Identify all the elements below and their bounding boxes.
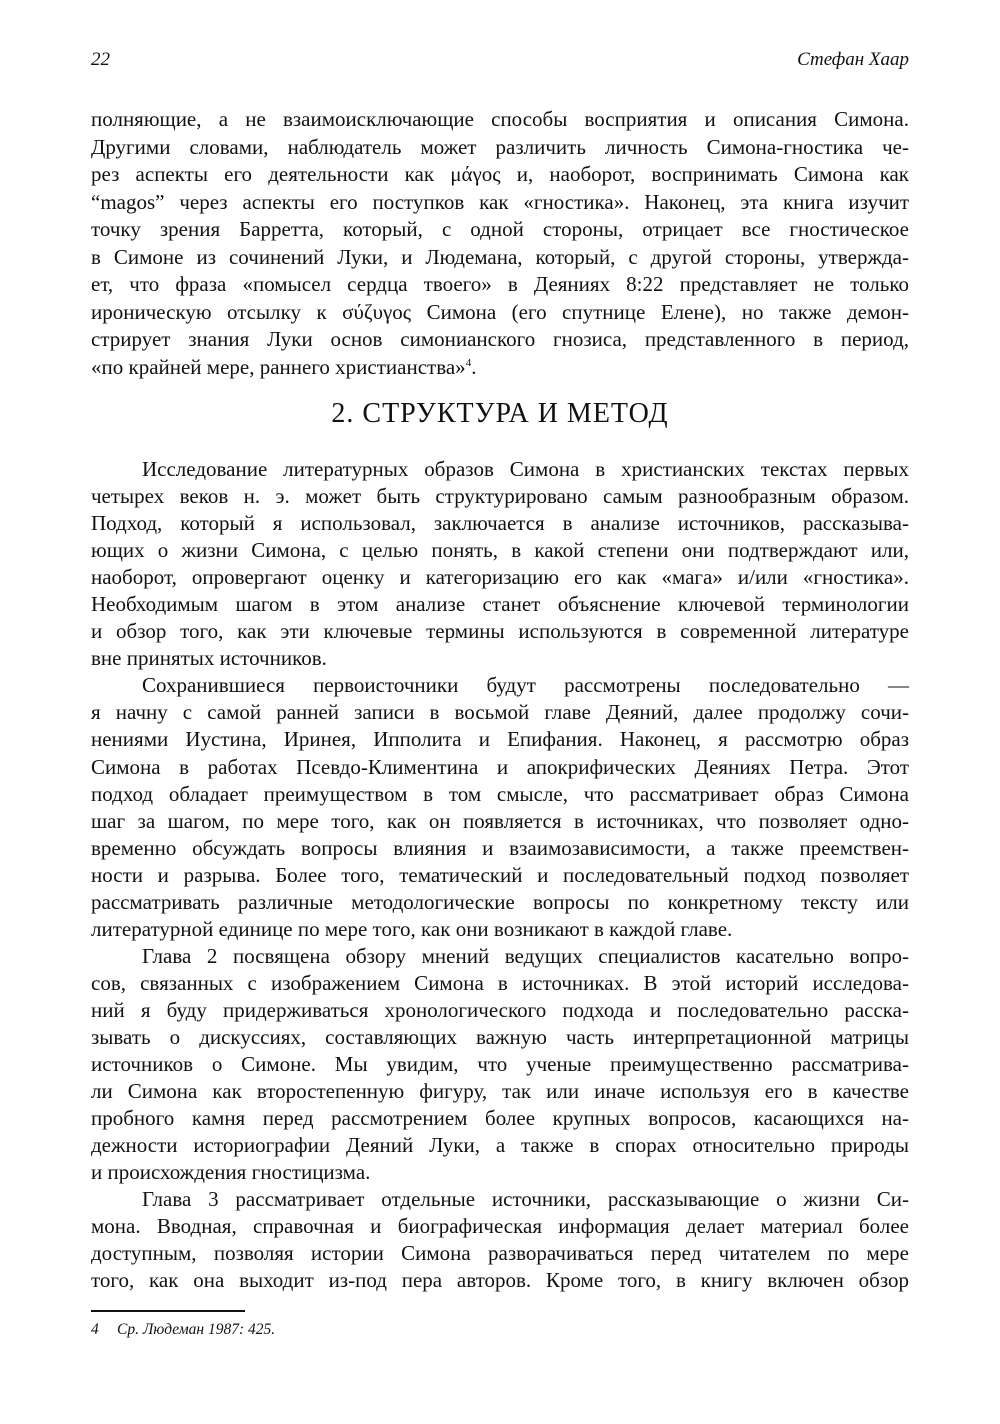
text-line bbox=[91, 1159, 909, 1186]
line-content bbox=[91, 917, 732, 941]
text-line bbox=[91, 618, 909, 645]
line-text: «по крайней мере, раннего христианства» bbox=[91, 354, 466, 379]
text-line bbox=[91, 1105, 909, 1132]
text-line bbox=[91, 916, 909, 943]
line-content bbox=[91, 998, 909, 1022]
line-content bbox=[91, 538, 909, 562]
line-text: зывать о дискуссиях, составляющих важную часть интерпретационной матрицы bbox=[91, 1024, 909, 1049]
text-line bbox=[91, 244, 909, 272]
line-content bbox=[91, 327, 909, 351]
punctuation: . bbox=[471, 354, 477, 379]
line-content bbox=[91, 863, 909, 887]
paragraph-intro bbox=[91, 106, 909, 381]
line-text: я начну с самой ранней записи в восьмой главе Деяний, далее продолжу сочи- bbox=[91, 700, 909, 725]
line-text: Исследование литературных образов Симона в христианских текстах первых bbox=[142, 457, 909, 481]
text-line bbox=[91, 997, 909, 1024]
text-line bbox=[91, 564, 909, 591]
text-line bbox=[91, 808, 909, 835]
line-content bbox=[91, 1214, 909, 1238]
line-text: и обзор того, как эти ключевые термины используются в современной литературе bbox=[91, 619, 909, 644]
page-number: 22 bbox=[91, 49, 110, 70]
text-line bbox=[91, 726, 909, 753]
line-content bbox=[142, 944, 909, 968]
line-text: того, как она выходит из-под пера авторов. Кроме того, в книгу включен обзор bbox=[91, 1268, 909, 1293]
line-content bbox=[91, 511, 909, 535]
line-content bbox=[91, 1106, 909, 1130]
line-content bbox=[91, 782, 909, 806]
line-text: точку зрения Барретта, который, с одной стороны, отрицает все гностическое bbox=[91, 217, 909, 241]
text-line bbox=[91, 216, 909, 244]
line-content bbox=[91, 484, 909, 508]
line-content bbox=[91, 755, 909, 779]
line-text: Подход, который я использовал, заключается в анализе источников, рассказыва- bbox=[91, 511, 909, 536]
text-line bbox=[91, 699, 909, 726]
line-content bbox=[91, 971, 909, 995]
running-header-author: Стефан Хаар bbox=[797, 49, 909, 70]
text-line bbox=[91, 862, 909, 889]
line-text: четырех веков н. э. может быть структурировано самым разнообразным образом. bbox=[91, 484, 909, 509]
line-content bbox=[91, 1052, 909, 1076]
line-text: литературной единице по мере того, как они возникают в каждой главе. bbox=[91, 916, 733, 941]
line-content bbox=[142, 673, 909, 697]
text-line bbox=[91, 510, 909, 537]
text-line bbox=[91, 354, 909, 382]
line-content bbox=[91, 245, 909, 269]
line-text: “magos” через аспекты его поступков как «гностика». Наконец, эта книга изучит bbox=[91, 189, 909, 214]
line-content bbox=[91, 700, 909, 724]
line-text: мона. Вводная, справочная и биографическая информация делает материал более bbox=[91, 1214, 909, 1239]
line-text: пробного камня перед рассмотрением более крупных вопросов, касающихся на- bbox=[91, 1106, 909, 1131]
text-line bbox=[91, 1051, 909, 1078]
line-content bbox=[91, 1160, 370, 1184]
line-text: вне принятых источников. bbox=[91, 646, 327, 671]
line-content bbox=[91, 836, 909, 860]
line-text: подход обладает преимуществом в том смысле, что рассматривает образ Симона bbox=[91, 781, 909, 806]
line-content bbox=[91, 1079, 909, 1103]
line-content bbox=[91, 217, 909, 241]
line-content bbox=[91, 355, 476, 379]
footnote bbox=[91, 1321, 275, 1339]
text-line bbox=[91, 537, 909, 564]
text-line bbox=[91, 835, 909, 862]
line-text: шаг за шагом, по мере того, как он появляется в источниках, что позволяет одно- bbox=[91, 808, 909, 833]
text-line bbox=[91, 134, 909, 162]
line-content bbox=[91, 1133, 909, 1157]
text-line bbox=[91, 271, 909, 299]
line-text: Глава 2 посвящена обзору мнений ведущих специалистов касательно вопро- bbox=[142, 943, 909, 968]
text-line bbox=[91, 189, 909, 217]
footnote-ref[interactable]: 4 bbox=[465, 356, 472, 369]
line-text: рассматривать различные методологические вопросы по конкретному тексту или bbox=[91, 889, 909, 914]
line-text: временно обсуждать вопросы влияния и взаимозависимости, а также преемствен- bbox=[91, 835, 909, 860]
line-content bbox=[142, 457, 909, 481]
text-line bbox=[91, 1267, 909, 1294]
text-line bbox=[91, 1213, 909, 1240]
text-line bbox=[91, 781, 909, 808]
line-content bbox=[91, 565, 909, 589]
line-text: нениями Иустина, Иринея, Ипполита и Епифания. Наконец, я рассмотрю образ bbox=[91, 727, 909, 752]
line-content bbox=[91, 646, 327, 670]
line-text: Другими словами, наблюдатель может различить личность Симона-гностика че- bbox=[91, 134, 909, 159]
line-text: дежности историографии Деяний Луки, а также в спорах относительно природы bbox=[91, 1133, 909, 1158]
text-line bbox=[91, 672, 909, 699]
section-heading: 2. СТРУКТУРА И МЕТОД bbox=[331, 398, 669, 429]
line-text: ли Симона как второстепенную фигуру, так или иначе используя его в качестве bbox=[91, 1079, 909, 1104]
footnote-text: Ср. Людеман 1987: 425. bbox=[117, 1321, 276, 1338]
line-content bbox=[91, 890, 909, 914]
line-content bbox=[91, 1241, 909, 1265]
text-line bbox=[91, 645, 909, 672]
line-content bbox=[91, 619, 909, 643]
line-text: Симона в работах Псевдо-Климентина и апокрифических Деяниях Петра. Этот bbox=[91, 754, 909, 779]
line-text: полняющие, а не взаимоисключающие способы восприятия и описания Симона. bbox=[91, 107, 909, 131]
line-text: Глава 3 рассматривает отдельные источники, рассказывающие о жизни Си- bbox=[142, 1187, 909, 1212]
line-content bbox=[91, 190, 909, 214]
line-content bbox=[91, 272, 909, 296]
line-text: Сохранившиеся первоисточники будут рассмотрены последовательно — bbox=[142, 673, 909, 698]
footnote-number: 4 bbox=[91, 1321, 99, 1338]
line-text: источников о Симоне. Мы увидим, что ученые преимущественно рассматрива- bbox=[91, 1052, 909, 1077]
line-text: ности и разрыва. Более того, тематический и последовательный подход позволяет bbox=[91, 862, 909, 887]
line-content bbox=[142, 1187, 909, 1211]
text-line bbox=[91, 161, 909, 189]
line-text: стрирует знания Луки основ симонианского гнозиса, представленного в период, bbox=[91, 327, 909, 351]
text-line bbox=[91, 591, 909, 618]
line-text: ющих о жизни Симона, с целью понять, в какой степени они подтверждают или, bbox=[91, 538, 909, 563]
line-text: сов, связанных с изображением Симона в источниках. В этой историй исследова- bbox=[91, 970, 909, 995]
text-line bbox=[91, 1078, 909, 1105]
line-text: ироническую отсылку к σύζυγος Симона (его спутнице Елене), но также демон- bbox=[91, 299, 909, 324]
text-line bbox=[91, 326, 909, 354]
text-line bbox=[91, 1240, 909, 1267]
text-line bbox=[91, 943, 909, 970]
line-text: в Симоне из сочинений Луки, и Людемана, который, с другой стороны, утвержда- bbox=[91, 244, 909, 269]
line-content bbox=[91, 300, 909, 324]
text-line bbox=[91, 299, 909, 327]
line-content bbox=[91, 1025, 909, 1049]
line-content bbox=[91, 727, 909, 751]
text-line bbox=[91, 970, 909, 997]
text-line bbox=[91, 483, 909, 510]
line-content bbox=[91, 135, 909, 159]
text-line bbox=[91, 754, 909, 781]
text-line bbox=[91, 106, 909, 134]
line-text: доступным, позволяя истории Симона разворачиваться перед читателем по мере bbox=[91, 1241, 909, 1266]
text-line bbox=[91, 1132, 909, 1159]
line-content bbox=[91, 809, 909, 833]
text-line bbox=[91, 456, 909, 483]
line-content bbox=[91, 1268, 909, 1292]
line-text: наоборот, опровергают оценку и категоризацию его как «мага» и/или «гностика». bbox=[91, 565, 909, 590]
line-text: ний я буду придерживаться хронологического подхода и последовательно расска- bbox=[91, 997, 909, 1022]
line-content bbox=[91, 592, 909, 616]
line-text: ет, что фраза «помысел сердца твоего» в Деяниях 8:22 представляет не только bbox=[91, 272, 909, 296]
line-content bbox=[91, 107, 909, 131]
line-text: и происхождения гностицизма. bbox=[91, 1160, 371, 1185]
text-line bbox=[91, 1024, 909, 1051]
line-text: Необходимым шагом в этом анализе станет объяснение ключевой терминологии bbox=[91, 592, 909, 617]
text-line bbox=[91, 1186, 909, 1213]
line-text: рез аспекты его деятельности как μάγος и, наоборот, воспринимать Симона как bbox=[91, 162, 909, 186]
section-body bbox=[91, 456, 909, 1294]
line-content bbox=[91, 162, 909, 186]
text-line bbox=[91, 889, 909, 916]
footnote-divider bbox=[91, 1310, 245, 1312]
